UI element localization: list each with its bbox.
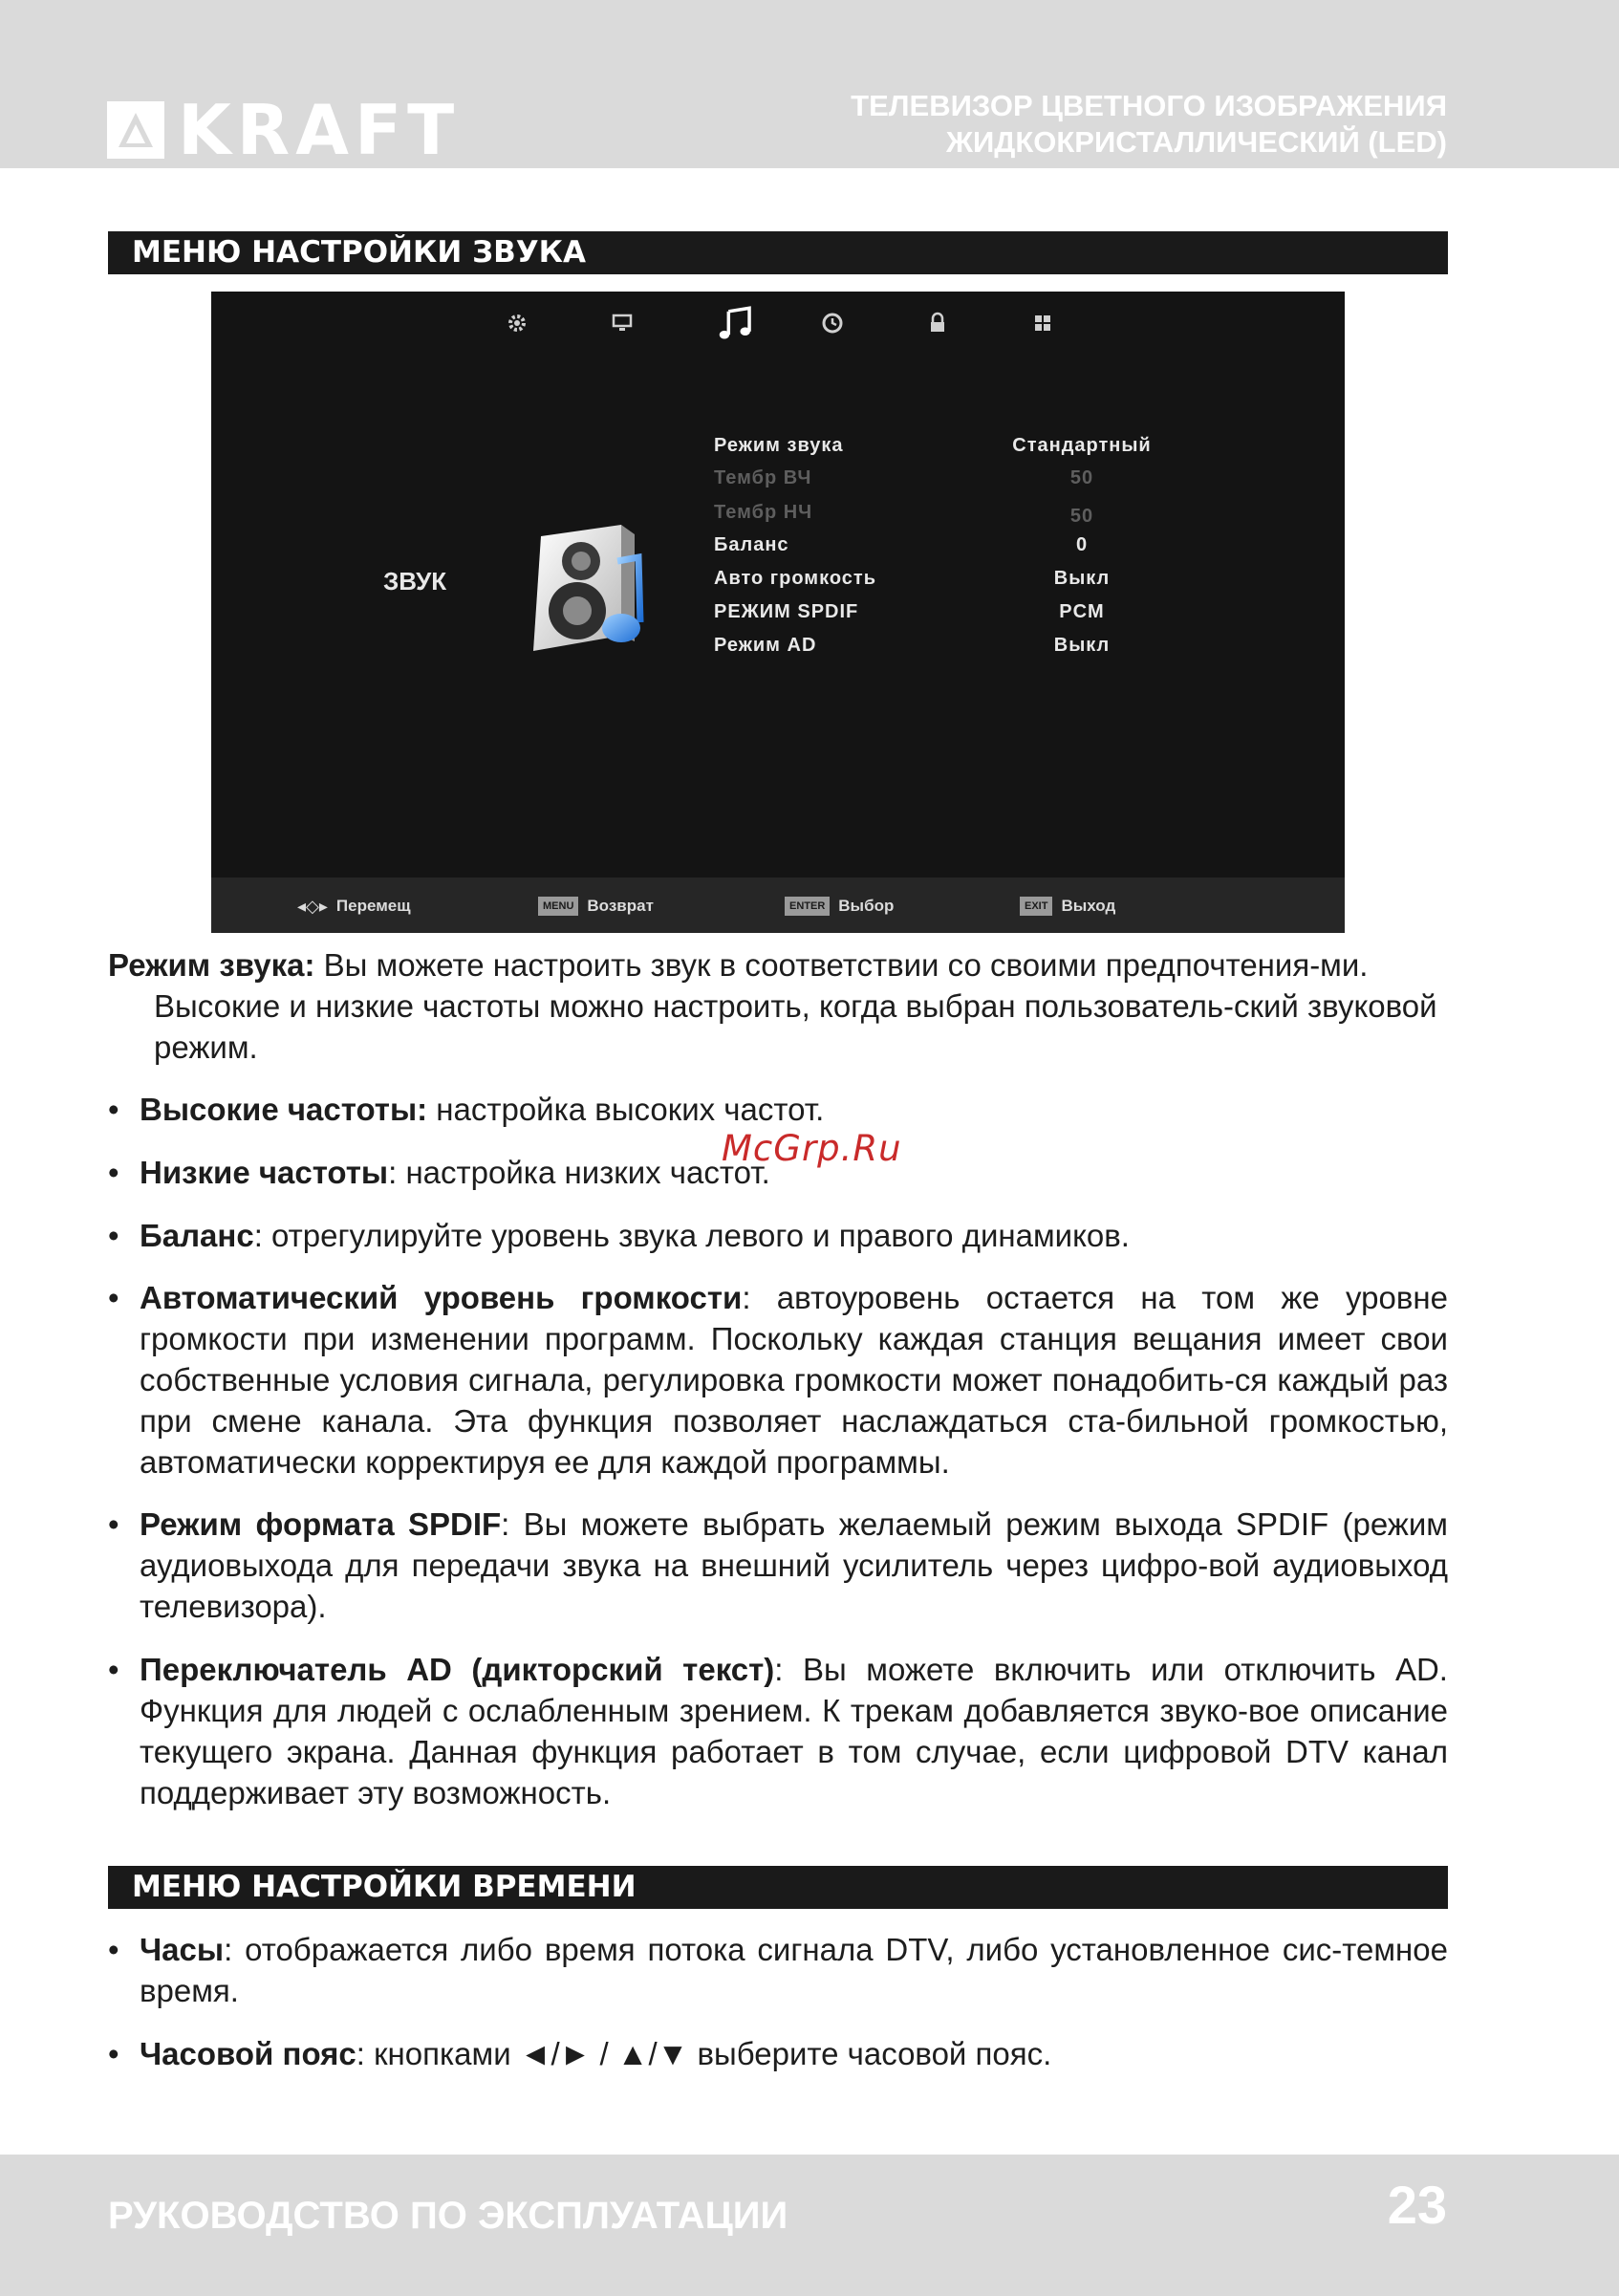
triangle-logo-icon [107, 101, 164, 159]
footer-exit-hint: EXIT Выход [1020, 895, 1115, 918]
section-title-time: МЕНЮ НАСТРОЙКИ ВРЕМЕНИ [108, 1866, 1448, 1909]
menu-category-label: ЗВУК [383, 567, 447, 596]
brand-logo [107, 90, 461, 170]
bullet-balance: • Баланс: отрегулируйте уровень звука левого и правого динамиков. [108, 1215, 1448, 1256]
tv-menu-footer [211, 877, 1345, 933]
tv-menu-tabs [211, 301, 1345, 344]
sound-mode-description: Режим звука: Вы можете настроить звук в соответствии со своими предпочтения-ми. Высокие и низкие частоты можно настроить, когда выбран пользователь-ский звуковой режим. [108, 947, 1437, 1065]
watermark: McGrp.Ru [722, 1128, 902, 1169]
exit-key-icon: EXIT [1020, 897, 1052, 916]
setting-row-ad-mode[interactable]: Режим AD Выкл [714, 635, 1111, 656]
lock-icon [918, 301, 957, 344]
tv-sound-menu-screenshot [211, 292, 1345, 933]
apps-icon [1024, 301, 1062, 344]
section-title-sound: МЕНЮ НАСТРОЙКИ ЗВУКА [108, 231, 1448, 274]
setting-row-spdif-mode[interactable]: РЕЖИМ SPDIF PCM [714, 601, 1105, 622]
page-footer [0, 2155, 1619, 2296]
bullet-auto-volume: • Автоматический уровень громкости: автоуровень остается на том же уровне громкости при изменении программ. Поскольку каждая станция вещания имеет свои собственные условия сигнала, регулировка громкости может понадобить-ся каждый раз при смене канала. Эта функция позволяет наслаждаться ста-бильной громкостью, автоматически корректируя ее для каждой программы. [108, 1277, 1448, 1483]
music-note-icon [718, 301, 756, 344]
navigation-arrows-icon: ◂◇▸ [297, 896, 328, 916]
footer-select-hint: ENTER Выбор [785, 895, 894, 918]
bullet-bass: • Низкие частоты: настройка низких частот. [108, 1152, 1448, 1193]
setting-row-auto-volume[interactable]: Авто громкость Выкл [714, 568, 1111, 589]
page-number: 23 [1387, 2175, 1447, 2235]
bullet-spdif: • Режим формата SPDIF: Вы можете выбрать желаемый режим выхода SPDIF (режим аудиовыхода для передачи звука на внешний усилитель через цифро-вой аудиовыход телевизора). [108, 1504, 1448, 1627]
setting-row-balance[interactable]: Баланс 0 [714, 534, 1089, 555]
monitor-icon [603, 301, 641, 344]
bullet-treble: • Высокие частоты: настройка высоких частот. [108, 1089, 1448, 1130]
setting-row-treble: Тембр ВЧ 50 [714, 467, 1094, 488]
bullet-time-zone: • Часовой пояс: кнопками ◄/► / ▲/▼ выберите часовой пояс. [108, 2033, 1448, 2074]
footer-back-hint: MENU Возврат [538, 895, 654, 918]
brand-name: KRAFT [178, 90, 461, 170]
bullet-clock: • Часы: отображается либо время потока сигнала DTV, либо установленное сис-темное время. [108, 1929, 1448, 2011]
gear-icon [498, 301, 536, 344]
clock-icon [813, 301, 852, 344]
footer-title: РУКОВОДСТВО ПО ЭКСПЛУАТАЦИИ [108, 2195, 788, 2237]
setting-row-bass: Тембр НЧ 50 [714, 502, 1094, 527]
enter-key-icon: ENTER [785, 897, 830, 916]
page-header [0, 0, 1619, 168]
speaker-music-icon [514, 523, 658, 663]
bullet-ad-switch: • Переключатель AD (дикторский текст): Вы можете включить или отключить AD. Функция для людей с ослабленным зрением. К трекам добавляется звуко-вое описание текущего экрана. Данная функция работает в том случае, если цифровой DTV канал поддерживает эту возможность. [108, 1649, 1448, 1813]
document-title: ТЕЛЕВИЗОР ЦВЕТНОГО ИЗОБРАЖЕНИЯ ЖИДКОКРИСТАЛЛИЧЕСКИЙ (LED) [851, 89, 1447, 159]
setting-row-sound-mode[interactable]: Режим звука Стандартный [714, 435, 1152, 456]
footer-move-hint: ◂◇▸ Перемещ [297, 896, 411, 916]
menu-key-icon: MENU [538, 897, 578, 916]
